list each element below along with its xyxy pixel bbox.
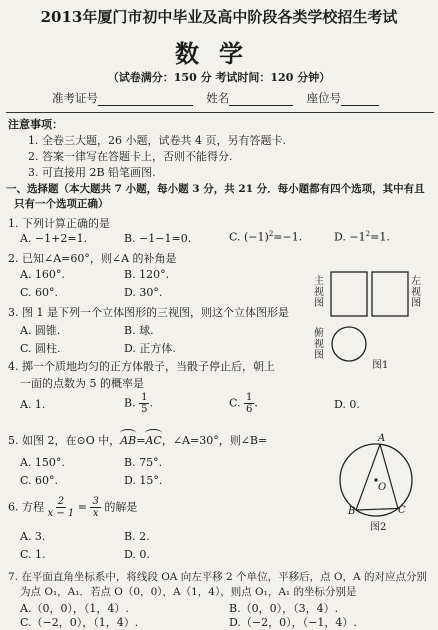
q7-stem: 7. 在平面直角坐标系中，将线段 OA 向左平移 2 个单位，平移后，点 O，A 的对应点分别 bbox=[8, 571, 427, 583]
q3-stem: 3. 图 1 是下列一个立体图形的三视图，则这个立体图形是 bbox=[8, 306, 289, 319]
exam-meta: （试卷满分：150 分 考试时间：120 分钟） bbox=[107, 71, 331, 84]
q2-stem: 2. 已知∠A=60°，则∠A 的补角是 bbox=[8, 252, 177, 265]
top-view-circle bbox=[332, 327, 366, 361]
q7-option-b: B.（0，0），（3，4）. bbox=[229, 602, 339, 615]
seat-label: 座位号 bbox=[306, 91, 342, 105]
q2-option-d: D. 30°. bbox=[124, 286, 163, 299]
arc-ac: AC bbox=[145, 434, 161, 447]
section1-heading-cont: 只有一个选项正确） bbox=[14, 198, 109, 210]
side-view-rect bbox=[372, 272, 408, 316]
q4-option-d: D. 0. bbox=[334, 398, 360, 411]
name-label: 姓名 bbox=[206, 91, 230, 105]
header-divider bbox=[6, 112, 434, 113]
q6-option-b: B. 2. bbox=[124, 530, 150, 543]
segment-ac bbox=[380, 444, 398, 508]
q1-option-a: A. −1+2=1. bbox=[20, 232, 88, 245]
front-view-label: 主视图 bbox=[314, 276, 324, 309]
notes-heading: 注意事项： bbox=[8, 118, 63, 131]
q6-option-a: A. 3. bbox=[20, 530, 46, 543]
note-item: 2. 答案一律写在答题卡上，否则不能得分. bbox=[28, 150, 233, 163]
q1-option-d: D. $-1^2=1$. bbox=[334, 230, 390, 244]
q7-stem-cont: 为点 O₁，A₁．若点 O（0，0），A（1，4），则点 O₁，A₁ 的坐标分别是 bbox=[20, 586, 357, 598]
side-view-label: 左视图 bbox=[411, 276, 421, 309]
point-c-label: C bbox=[398, 505, 406, 516]
q4-option-c: C. $\frac{1}{6}$ . bbox=[229, 392, 258, 415]
id-label: 准考证号 bbox=[52, 91, 98, 105]
section1-heading: 一、选择题（本大题共 7 小题，每小题 3 分，共 21 分．每小题都有四个选项，其中有且 bbox=[6, 183, 425, 195]
q4-option-a: A. 1. bbox=[20, 398, 46, 411]
q3-option-c: C. 圆柱. bbox=[20, 342, 61, 355]
exam-title: 2013年厦门市初中毕业及高中阶段各类学校招生考试 bbox=[40, 8, 398, 26]
q5-option-c: C. 60°. bbox=[20, 474, 59, 487]
q6-option-c: C. 1. bbox=[20, 548, 46, 561]
subject-title: 数学 bbox=[175, 39, 263, 68]
q4-stem: 4. 掷一个质地均匀的正方体骰子，当骰子停止后，朝上 bbox=[8, 360, 275, 373]
front-view-rect bbox=[331, 272, 367, 316]
q5-option-a: A. 150°. bbox=[20, 456, 65, 469]
q4-stem-cont: 一面的点数为 5 的概率是 bbox=[20, 377, 144, 390]
point-a-label: A bbox=[378, 433, 386, 444]
q7-option-c: C.（−2，0），（1，4）. bbox=[20, 616, 139, 629]
top-view-label: 俯视图 bbox=[314, 328, 324, 361]
note-item: 1. 全卷三大题，26 小题，试卷共 4 页，另有答题卡. bbox=[28, 134, 286, 147]
point-b-label: B bbox=[348, 506, 356, 517]
q7-option-d: D.（−2，0），（−1，4）. bbox=[229, 616, 357, 629]
q1-option-c: C. $(-1)^2=-1$. bbox=[229, 230, 303, 244]
q5-option-d: D. 15°. bbox=[124, 474, 163, 487]
q3-option-b: B. 球. bbox=[124, 324, 154, 337]
q1-stem: 1. 下列计算正确的是 bbox=[8, 217, 110, 230]
q7-option-a: A.（0，0），（1，4）. bbox=[20, 602, 129, 615]
q3-option-a: A. 圆锥. bbox=[20, 324, 61, 337]
figure1-caption: 图1 bbox=[372, 360, 389, 371]
seat-blank bbox=[341, 93, 379, 106]
q4-option-b: B. $\frac{1}{5}$ . bbox=[124, 392, 153, 415]
q5-option-b: B. 75°. bbox=[124, 456, 163, 469]
figure2-caption: 图2 bbox=[370, 522, 387, 533]
note-item: 3. 可直接用 2B 铅笔画图. bbox=[28, 166, 156, 179]
q2-option-c: C. 60°. bbox=[20, 286, 59, 299]
q5-stem: 5. 如图 2，在⊙O 中， AB= AC，∠A=30°，则∠B= bbox=[8, 432, 267, 448]
arc-ab: AB bbox=[120, 434, 136, 447]
segment-bc bbox=[356, 509, 398, 511]
id-blank bbox=[98, 93, 193, 106]
q1-option-b: B. −1−1=0. bbox=[124, 232, 192, 245]
segment-ab bbox=[356, 444, 380, 510]
name-blank bbox=[229, 93, 293, 106]
point-o-label: O bbox=[378, 482, 387, 493]
q3-option-d: D. 正方体. bbox=[124, 342, 176, 355]
q2-option-b: B. 120°. bbox=[124, 268, 170, 281]
q6-stem: 6. 方程 $\frac{2}{x - 1}$ = $\frac{3}{x}$ 的解是 bbox=[8, 496, 138, 519]
q6-option-d: D. 0. bbox=[124, 548, 150, 561]
candidate-info-row bbox=[52, 90, 379, 106]
q2-option-a: A. 160°. bbox=[20, 268, 65, 281]
